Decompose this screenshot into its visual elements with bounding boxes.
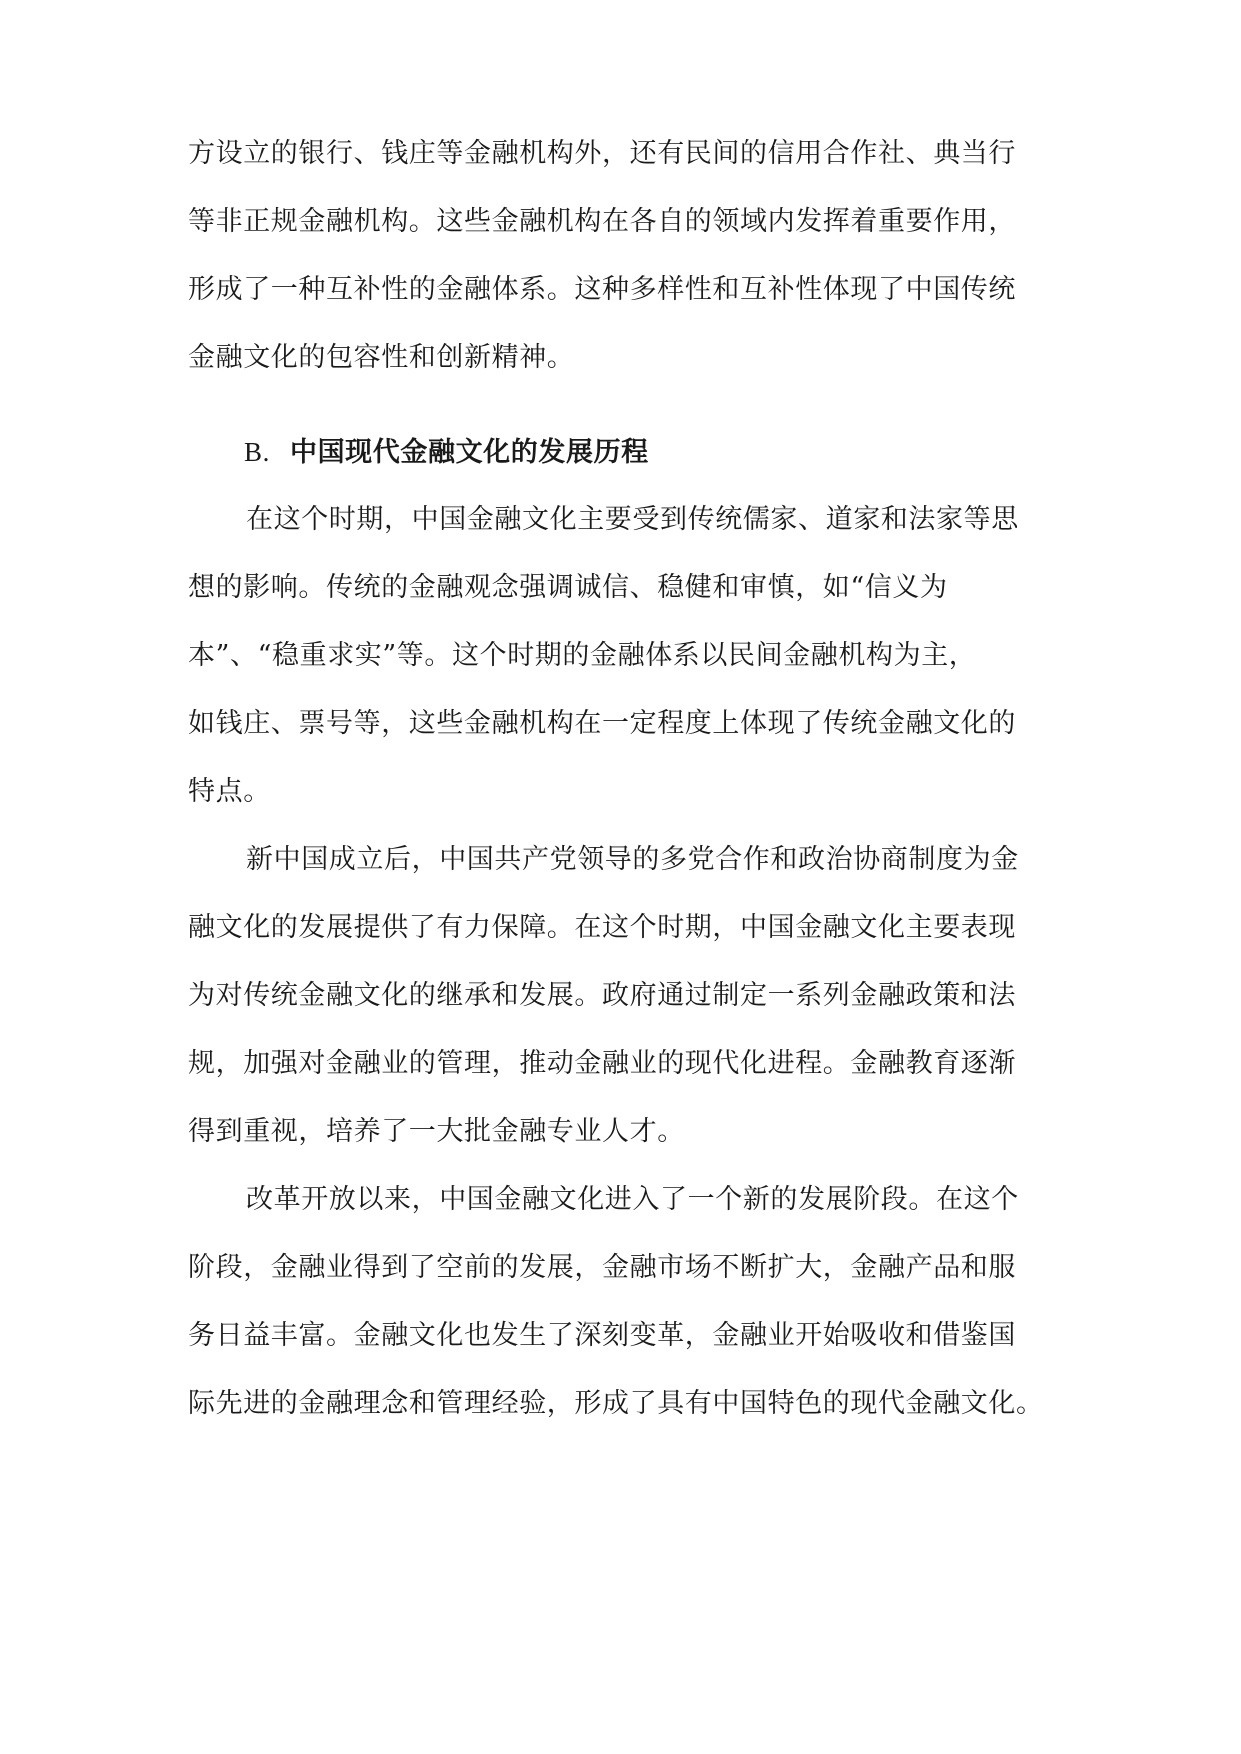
paragraph-line: 规，加强对金融业的管理，推动金融业的现代化进程。金融教育逐渐 <box>188 1048 1016 1079</box>
paragraph-line: 融文化的发展提供了有力保障。在这个时期，中国金融文化主要表现 <box>188 912 1016 943</box>
section-heading <box>244 432 649 472</box>
paragraph-line: 等非正规金融机构。这些金融机构在各自的领域内发挥着重要作用， <box>188 206 1016 237</box>
paragraph-line: 改革开放以来，中国金融文化进入了一个新的发展阶段。在这个 <box>246 1184 1019 1215</box>
section-title: 中国现代金融文化的发展历程 <box>289 437 649 468</box>
paragraph-line: 新中国成立后，中国共产党领导的多党合作和政治协商制度为金 <box>246 844 1019 875</box>
paragraph-line: 方设立的银行、钱庄等金融机构外，还有民间的信用合作社、典当行 <box>188 138 1016 169</box>
section-number: B. <box>244 437 270 467</box>
paragraph-line: 得到重视，培养了一大批金融专业人才。 <box>188 1116 685 1147</box>
paragraph-line: 在这个时期，中国金融文化主要受到传统儒家、道家和法家等思 <box>246 504 1019 535</box>
paragraph-line: 金融文化的包容性和创新精神。 <box>188 342 575 373</box>
paragraph-line: 特点。 <box>188 776 271 807</box>
paragraph-line: 际先进的金融理念和管理经验，形成了具有中国特色的现代金融文化。 <box>188 1388 1044 1419</box>
paragraph-line: 形成了一种互补性的金融体系。这种多样性和互补性体现了中国传统 <box>188 274 1016 305</box>
paragraph-line: 务日益丰富。金融文化也发生了深刻变革，金融业开始吸收和借鉴国 <box>188 1320 1016 1351</box>
paragraph-line: 阶段，金融业得到了空前的发展，金融市场不断扩大，金融产品和服 <box>188 1252 1016 1283</box>
paragraph-line: 想的影响。传统的金融观念强调诚信、稳健和审慎，如“信义为 <box>188 572 948 603</box>
paragraph-line: 本”、“稳重求实”等。这个时期的金融体系以民间金融机构为主， <box>188 640 977 671</box>
paragraph-line: 如钱庄、票号等，这些金融机构在一定程度上体现了传统金融文化的 <box>188 708 1016 739</box>
paragraph-line: 为对传统金融文化的继承和发展。政府通过制定一系列金融政策和法 <box>188 980 1016 1011</box>
